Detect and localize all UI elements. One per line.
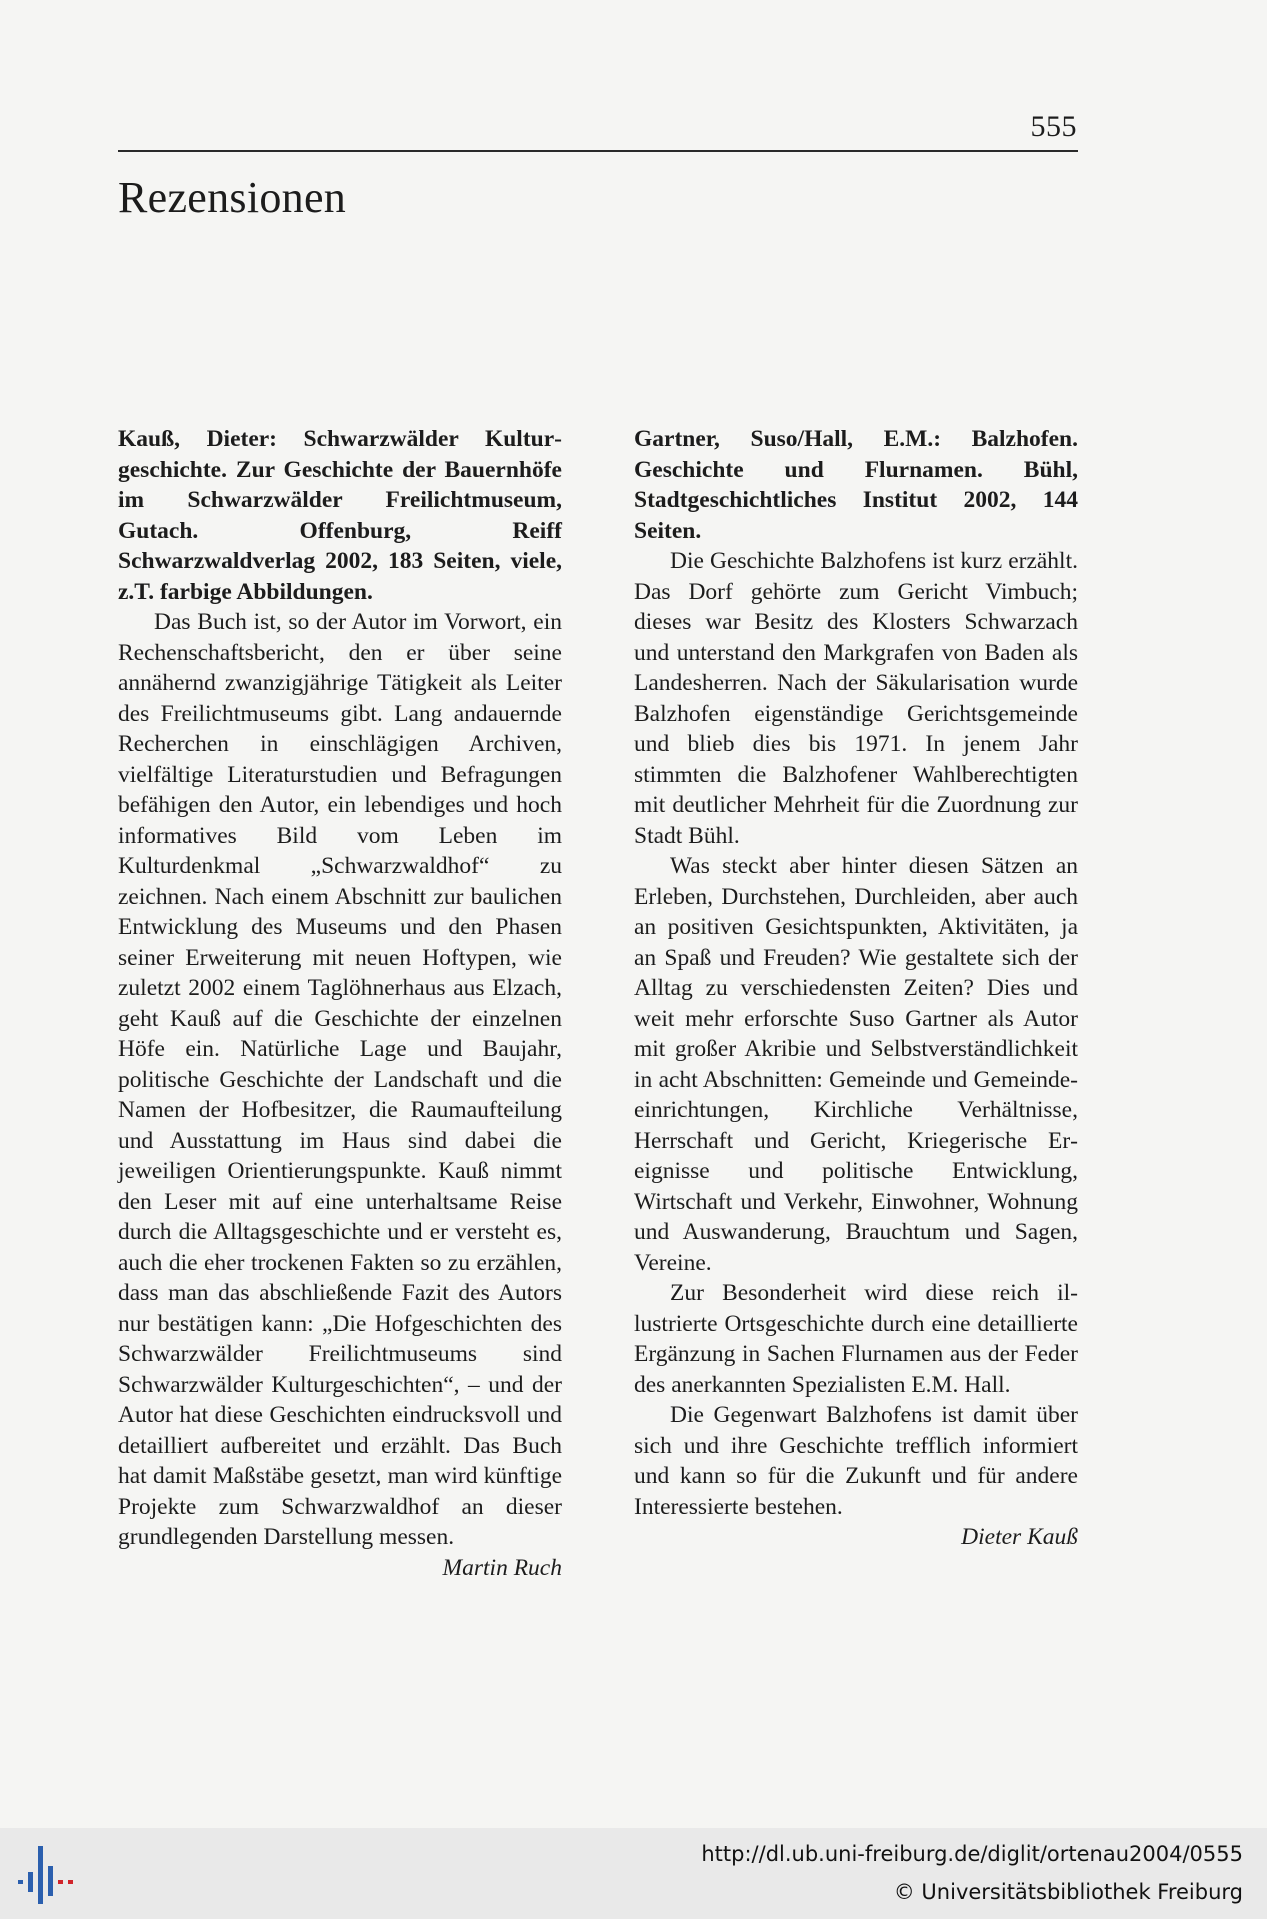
logo-bar-1 xyxy=(18,1880,23,1884)
logo-bar-5 xyxy=(58,1880,63,1884)
logo-bar-6 xyxy=(68,1880,73,1884)
logo-bar-4 xyxy=(48,1866,53,1896)
right-review xyxy=(634,424,1078,1553)
left-review-author: Martin Ruch xyxy=(442,1554,562,1581)
right-review-heading: Gartner, Suso/Hall, E.M.: Balzhofen. Geschichte und Flurnamen. Bühl, Stadtgeschichtliches Institut 2002, 144 Seiten. xyxy=(634,426,1078,544)
left-review xyxy=(118,424,562,1583)
footer-url-link[interactable]: http://dl.ub.uni-freiburg.de/diglit/ortenau2004/0555 xyxy=(701,1842,1243,1866)
left-review-paragraph: Das Buch ist, so der Autor im Vorwort, ein Rechenschaftsbericht, den er über seine annähernd zwanzigjährige Tätigkeit als Leiter des Freilichtmuseums gibt. Lang andauernde Recherchen in einschlägigen Archiven, vielfältige Literaturstudien und Befragungen befähigen den Autor, ein lebendiges und hoch informatives Bild vom Leben im Kulturdenkmal „Schwarzwaldhof“ zu zeichnen. Nach einem Abschnitt zur baulichen Entwicklung des Museums und den Phasen seiner Erweiterung mit neuen Hoftypen, wie zuletzt 2002 einem Taglöhnerhaus aus Elzach, geht Kauß auf die Geschichte der einzelnen Höfe ein. Natürliche Lage und Baujahr, politische Geschichte der Landschaft und die Namen der Hofbesitzer, die Raumaufteilung und Ausstattung im Haus sind dabei die jeweiligen Orientierungspunkte. Kauß nimmt den Leser mit auf eine unterhaltsame Reise durch die Alltagsgeschichte und er versteht es, auch die eher trockenen Fakten so zu erzählen, dass man das abschließende Fazit des Autors nur bestätigen kann: „Die Hofgeschichten des Schwarzwälder Freilichtmuseums sind Schwarzwälder Kulturgeschichten“, – und der Autor hat diese Geschichten eindrucksvoll und detailliert aufbereitet und erzählt. Das Buch hat damit Maßstäbe gesetzt, man wird künftige Projekte zum Schwarzwaldhof an dieser grundlegenden Darstellung messen. xyxy=(118,609,562,1550)
logo-bar-2 xyxy=(28,1872,33,1892)
library-logo-icon xyxy=(16,1840,80,1906)
right-review-paragraph: Die Geschichte Balzhofens ist kurz erzählt. Das Dorf gehörte zum Gericht Vimbuch; dieses war Besitz des Klosters Schwarzach und unterstand den Markgrafen von Baden als Landesherren. Nach der Säkularisation wurde Balzhofen eigenständige Gerichtsgemeinde und blieb dies bis 1971. In jenem Jahr stimmten die Balzhofener Wahlberechtigten mit deutlicher Mehrheit für die Zuordnung zur Stadt Bühl. xyxy=(634,548,1078,849)
right-review-author: Dieter Kauß xyxy=(961,1524,1078,1550)
right-review-paragraph: Die Gegenwart Balzhofens ist damit über sich und ihre Geschichte trefflich informiert und kann so für die Zukunft und für andere Interessierte bestehen. xyxy=(634,1402,1078,1520)
footer-copyright: © Universitätsbibliothek Freiburg xyxy=(893,1880,1243,1904)
footer-bar xyxy=(0,1828,1267,1919)
page-number: 555 xyxy=(1030,110,1077,143)
right-review-paragraph: Zur Besonderheit wird diese reich illustrierte Ortsgeschichte durch eine detaillierte Ergänzung in Sachen Flurnamen aus der Feder des anerkannten Spezialisten E.M. Hall. xyxy=(634,1280,1078,1398)
header-rule xyxy=(118,150,1078,152)
logo-bar-3 xyxy=(38,1846,43,1904)
left-review-heading: Kauß, Dieter: Schwarzwälder Kulturgeschichte. Zur Geschichte der Bauernhöfe im Schwarzwälder Freilichtmuseum, Gutach. Offenburg, Reiff Schwarzwaldverlag 2002, 183 Seiten, viele, z.T. farbige Abbildungen. xyxy=(118,426,562,605)
right-review-paragraph: Was steckt aber hinter diesen Sätzen an Erleben, Durchstehen, Durchleiden, aber auch an positiven Gesichtspunkten, Aktivitäten, ja an Spaß und Freuden? Wie gestaltete sich der Alltag zu verschiedensten Zeiten? Dies und weit mehr erforschte Suso Gartner als Autor mit großer Akribie und Selbstverständlichkeit in acht Abschnitten: Gemeinde und Gemeindeeinrichtungen, Kirchliche Verhältnisse, Herrschaft und Gericht, Kriegerische Ereignisse und politische Entwicklung, Wirtschaft und Verkehr, Einwohner, Wohnung und Auswanderung, Brauchtum und Sagen, Vereine. xyxy=(634,853,1078,1276)
section-title: Rezensionen xyxy=(118,173,347,222)
